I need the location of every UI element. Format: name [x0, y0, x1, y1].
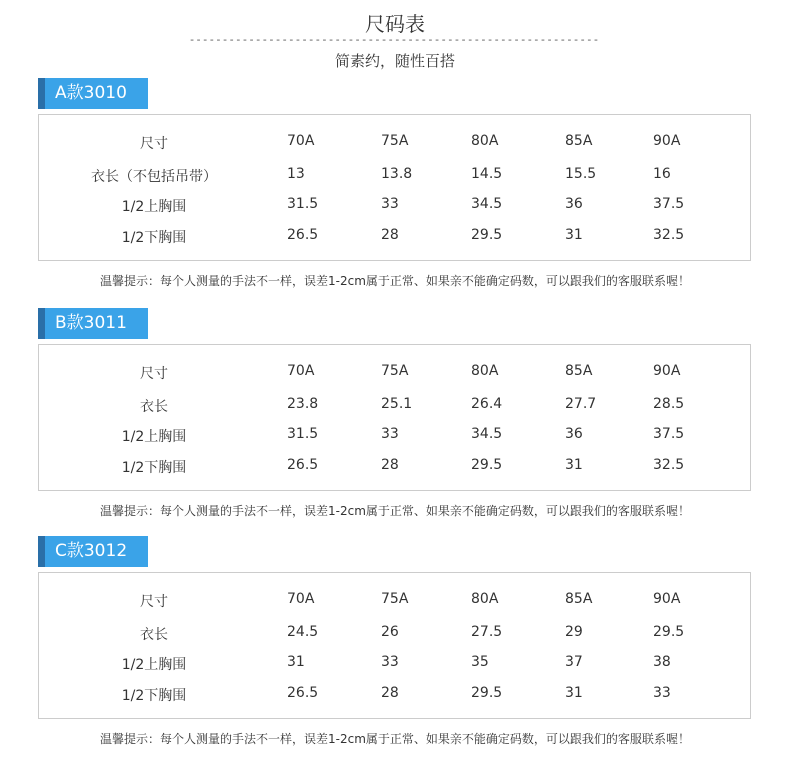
table-cell: 14.5	[471, 166, 503, 182]
table-header-cell: 70A	[287, 591, 315, 607]
table-header-cell: 80A	[471, 133, 499, 149]
table-cell: 28	[381, 685, 399, 701]
table-cell: 31	[565, 227, 583, 243]
table-cell: 37.5	[653, 196, 685, 212]
table-cell: 26.5	[287, 227, 319, 243]
page-subtitle: 简素约，随性百搭	[334, 52, 455, 70]
section-tag: A款3010	[38, 78, 148, 109]
row-label: 1/2上胸围	[121, 429, 187, 445]
table-cell: 37.5	[653, 426, 685, 442]
table-header-cell: 80A	[471, 363, 499, 379]
row-label: 1/2上胸围	[121, 199, 187, 215]
table-header-cell: 90A	[653, 133, 681, 149]
table-cell: 31	[287, 654, 305, 670]
table-cell: 15.5	[565, 166, 597, 182]
table-cell: 32.5	[653, 457, 685, 473]
table-cell: 33	[381, 196, 399, 212]
table-cell: 36	[565, 196, 583, 212]
table-cell: 29.5	[471, 685, 503, 701]
title-divider: --------------------------------------------------------------	[188, 33, 600, 46]
table-header-cell: 尺寸	[140, 136, 168, 152]
table-cell: 35	[471, 654, 489, 670]
table-cell: 34.5	[471, 426, 503, 442]
table-cell: 27.5	[471, 624, 503, 640]
size-table	[38, 572, 751, 719]
table-cell: 27.7	[565, 396, 597, 412]
table-cell: 37	[565, 654, 583, 670]
table-cell: 26	[381, 624, 399, 640]
table-cell: 36	[565, 426, 583, 442]
size-table	[38, 114, 751, 261]
table-cell: 32.5	[653, 227, 685, 243]
table-cell: 28	[381, 227, 399, 243]
size-table	[38, 344, 751, 491]
table-cell: 25.1	[381, 396, 413, 412]
table-cell: 26.4	[471, 396, 503, 412]
table-header-cell: 85A	[565, 133, 593, 149]
size-tip: 温馨提示：每个人测量的手法不一样，误差1-2cm属于正常、如果亲不能确定码数，可以跟我们的客服联系喔！	[100, 732, 690, 746]
page-title: 尺码表	[365, 12, 425, 36]
table-cell: 29.5	[471, 457, 503, 473]
table-cell: 29.5	[653, 624, 685, 640]
table-header-cell: 80A	[471, 591, 499, 607]
table-cell: 16	[653, 166, 671, 182]
table-cell: 13	[287, 166, 305, 182]
table-header-cell: 75A	[381, 363, 409, 379]
table-cell: 26.5	[287, 457, 319, 473]
table-header-cell: 尺寸	[140, 366, 168, 382]
table-header-cell: 70A	[287, 133, 315, 149]
table-cell: 31	[565, 457, 583, 473]
table-header-cell: 70A	[287, 363, 315, 379]
table-header-cell: 85A	[565, 591, 593, 607]
size-tip: 温馨提示：每个人测量的手法不一样，误差1-2cm属于正常、如果亲不能确定码数，可以跟我们的客服联系喔！	[100, 504, 690, 518]
table-cell: 31.5	[287, 426, 319, 442]
table-cell: 29	[565, 624, 583, 640]
row-label: 衣长	[140, 399, 168, 415]
table-cell: 29.5	[471, 227, 503, 243]
row-label: 1/2下胸围	[121, 688, 187, 704]
table-header-cell: 90A	[653, 591, 681, 607]
table-cell: 13.8	[381, 166, 413, 182]
table-cell: 38	[653, 654, 671, 670]
table-cell: 31	[565, 685, 583, 701]
table-header-cell: 85A	[565, 363, 593, 379]
row-label: 1/2下胸围	[121, 230, 187, 246]
section-tag: C款3012	[38, 536, 148, 567]
table-cell: 28.5	[653, 396, 685, 412]
table-cell: 24.5	[287, 624, 319, 640]
size-tip: 温馨提示：每个人测量的手法不一样，误差1-2cm属于正常、如果亲不能确定码数，可以跟我们的客服联系喔！	[100, 274, 690, 288]
row-label: 1/2下胸围	[121, 460, 187, 476]
table-cell: 33	[653, 685, 671, 701]
table-header-cell: 尺寸	[140, 594, 168, 610]
row-label: 衣长	[140, 627, 168, 643]
table-header-cell: 75A	[381, 133, 409, 149]
section-tag: B款3011	[38, 308, 148, 339]
table-cell: 23.8	[287, 396, 319, 412]
table-cell: 31.5	[287, 196, 319, 212]
row-label: 衣长（不包括吊带）	[91, 169, 217, 185]
table-cell: 33	[381, 654, 399, 670]
table-header-cell: 75A	[381, 591, 409, 607]
table-cell: 34.5	[471, 196, 503, 212]
table-cell: 28	[381, 457, 399, 473]
row-label: 1/2上胸围	[121, 657, 187, 673]
table-cell: 26.5	[287, 685, 319, 701]
table-cell: 33	[381, 426, 399, 442]
table-header-cell: 90A	[653, 363, 681, 379]
